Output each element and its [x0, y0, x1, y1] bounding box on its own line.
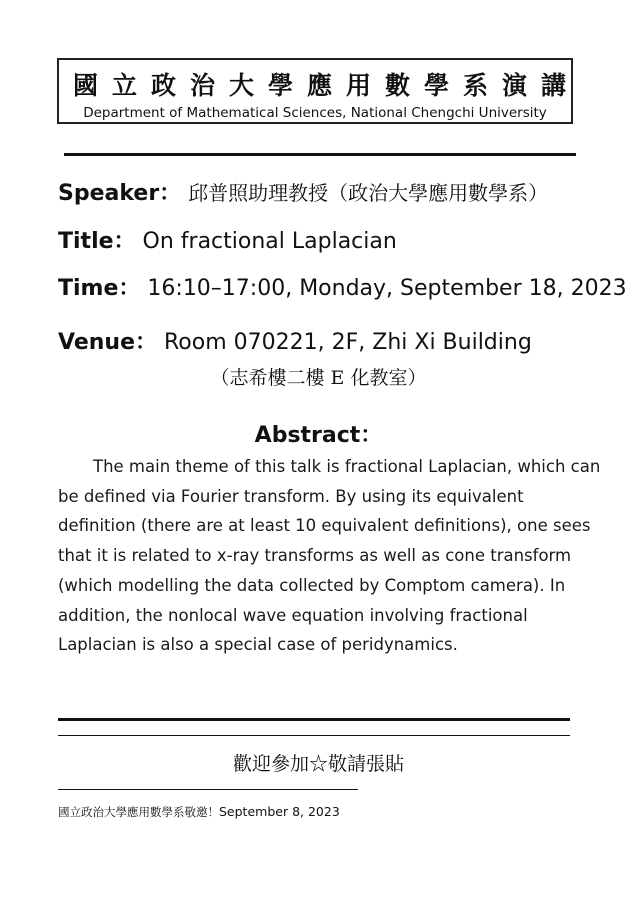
venue-label: Venue： [58, 330, 157, 355]
abstract-line: addition, the nonlocal wave equation involving fractional [58, 605, 528, 625]
title-label: Title： [58, 229, 136, 254]
time-label: Time： [58, 276, 141, 301]
speaker-label: Speaker： [58, 181, 182, 206]
footer-divider-thin [58, 735, 570, 736]
abstract-line: The main theme of this talk is fractional Laplacian, which can [93, 457, 601, 476]
venue-value: Room 070221, 2F, Zhi Xi Building [164, 330, 532, 355]
invitation-date: September 8, 2023 [219, 804, 340, 819]
abstract-line: (which modelling the data collected by Comptom camera). In [58, 575, 566, 595]
venue-row [58, 325, 532, 356]
department-title-english: Department of Mathematical Sciences, National Chengchi University [83, 105, 547, 121]
footer-note [58, 804, 340, 820]
abstract-line: be defined via Fourier transform. By using its equivalent [58, 486, 524, 506]
title-row [58, 224, 397, 255]
speaker-row [58, 176, 548, 207]
welcome-text: 歡迎參加☆敬請張貼 [232, 753, 404, 775]
abstract-body [58, 452, 601, 660]
abstract-line: Laplacian is also a special case of peridynamics. [58, 635, 458, 655]
venue-subtitle: （志希樓二樓 E 化教室） [210, 367, 427, 389]
time-value: 16:10–17:00, Monday, September 18, 2023 [147, 276, 627, 301]
department-title-chinese: 國立政治大學應用數學系演講 [73, 71, 581, 100]
abstract-heading: Abstract： [254, 423, 383, 448]
abstract-line: that it is related to x-ray transforms as well as cone transform [58, 546, 572, 566]
footer-divider-thick [58, 718, 570, 721]
speaker-value: 邱普照助理教授（政治大學應用數學系） [188, 181, 549, 205]
abstract-line: definition (there are at least 10 equivalent definitions), one sees [58, 516, 591, 536]
time-row [58, 271, 627, 302]
header-divider [64, 153, 576, 156]
invitation-note: 國立政治大學應用數學系敬邀！ [58, 805, 219, 819]
header-box [57, 58, 581, 124]
title-value: On fractional Laplacian [142, 229, 397, 254]
footnote-divider [58, 789, 358, 790]
